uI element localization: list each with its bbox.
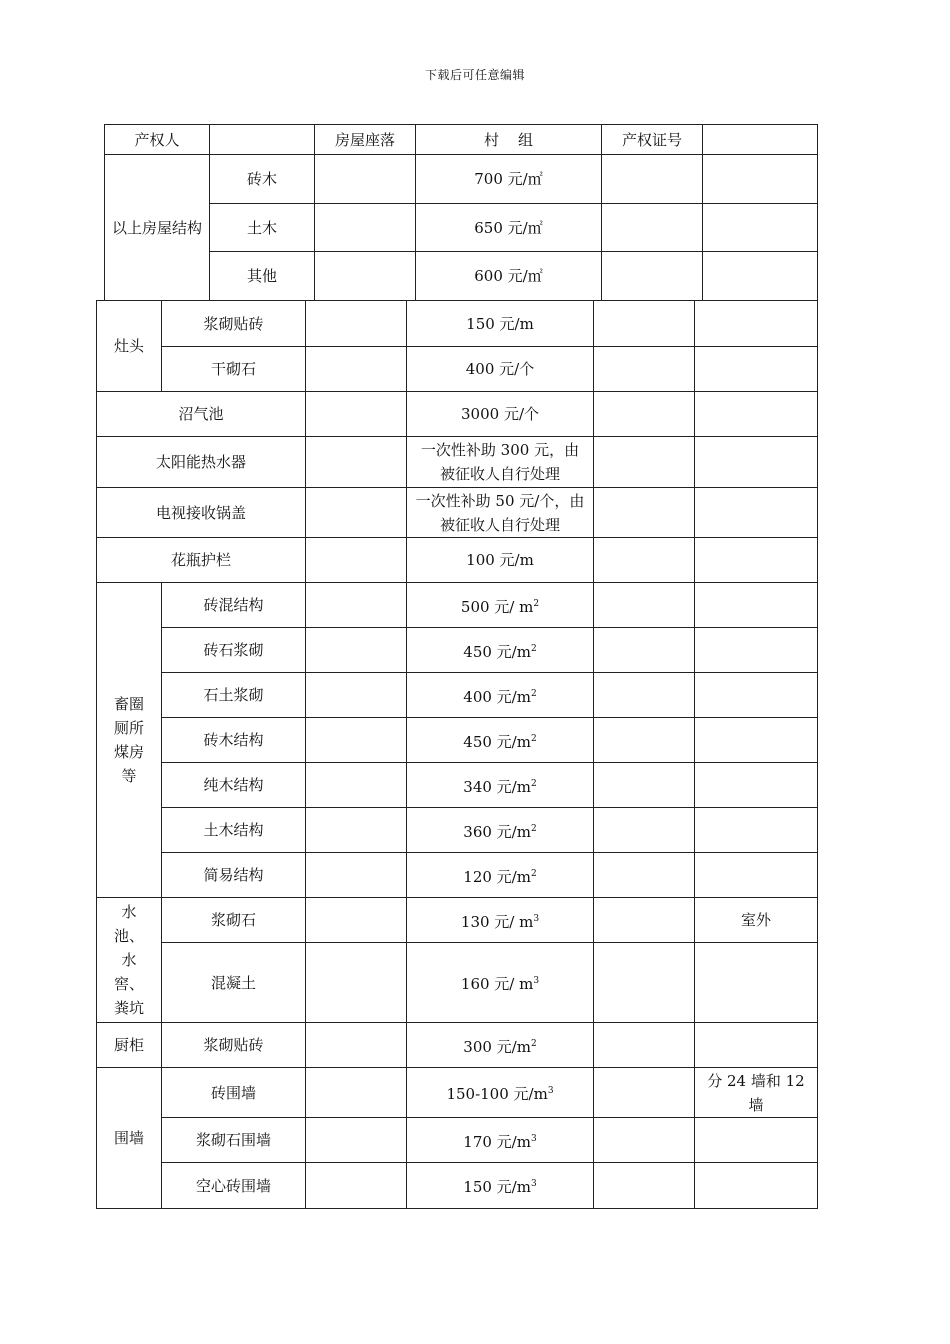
table-row xyxy=(97,628,818,673)
item-label: 电视接收锅盖 xyxy=(97,488,306,538)
item-note xyxy=(695,1118,818,1163)
village-label: 村 组 xyxy=(416,125,602,155)
table-row xyxy=(97,943,818,1023)
cell[interactable] xyxy=(594,898,695,943)
table-row xyxy=(97,392,818,437)
structure-type: 砖木 xyxy=(210,155,315,204)
cell[interactable] xyxy=(306,1023,407,1068)
cell[interactable] xyxy=(695,763,818,808)
item-price: 130 元/ $m^3$ xyxy=(407,898,594,943)
cell[interactable] xyxy=(695,808,818,853)
cell[interactable] xyxy=(306,437,407,488)
cell[interactable] xyxy=(306,1068,407,1118)
table-row xyxy=(105,155,818,204)
item-type: 空心砖围墙 xyxy=(162,1163,306,1209)
table-row xyxy=(97,583,818,628)
item-type: 干砌石 xyxy=(162,347,306,392)
cell[interactable] xyxy=(594,1068,695,1118)
cell[interactable] xyxy=(306,943,407,1023)
cell[interactable] xyxy=(594,488,695,538)
cell[interactable] xyxy=(695,301,818,347)
page-header: 下载后可任意编辑 xyxy=(424,68,525,82)
cell[interactable] xyxy=(306,538,407,583)
cell[interactable] xyxy=(594,943,695,1023)
cell[interactable] xyxy=(594,718,695,763)
property-table xyxy=(104,124,818,301)
table-row xyxy=(105,125,818,155)
cell[interactable] xyxy=(695,583,818,628)
item-price: 450 元$/m^2$ xyxy=(407,718,594,763)
table-row xyxy=(97,1163,818,1209)
item-type: 简易结构 xyxy=(162,853,306,898)
owner-label: 产权人 xyxy=(105,125,210,155)
item-type: 混凝土 xyxy=(162,943,306,1023)
cell[interactable] xyxy=(695,628,818,673)
table-row xyxy=(97,718,818,763)
item-note xyxy=(695,943,818,1023)
cell[interactable] xyxy=(695,673,818,718)
cell[interactable] xyxy=(594,1118,695,1163)
cell[interactable] xyxy=(695,392,818,437)
cell[interactable] xyxy=(315,252,416,301)
cell[interactable] xyxy=(306,1118,407,1163)
item-type: 砖围墙 xyxy=(162,1068,306,1118)
item-label: 太阳能热水器 xyxy=(97,437,306,488)
item-type: 砖混结构 xyxy=(162,583,306,628)
table-row xyxy=(97,808,818,853)
item-type: 石土浆砌 xyxy=(162,673,306,718)
table-row xyxy=(97,488,818,538)
cell[interactable] xyxy=(306,898,407,943)
cell[interactable] xyxy=(594,1163,695,1209)
item-type: 浆砌贴砖 xyxy=(162,301,306,347)
cell[interactable] xyxy=(306,347,407,392)
cell[interactable] xyxy=(594,437,695,488)
cell[interactable] xyxy=(695,347,818,392)
item-price: 一次性补助 300 元，由被征收人自行处理 xyxy=(407,437,594,488)
cell[interactable] xyxy=(594,347,695,392)
table-row xyxy=(97,1023,818,1068)
item-price: 300 元$/m^2$ xyxy=(407,1023,594,1068)
table-row xyxy=(97,538,818,583)
cell[interactable] xyxy=(306,763,407,808)
cell[interactable] xyxy=(695,718,818,763)
cabinet-label: 厨柜 xyxy=(97,1023,162,1068)
item-price: 100 元/m xyxy=(407,538,594,583)
cell[interactable] xyxy=(306,673,407,718)
table-row xyxy=(105,204,818,252)
cell[interactable] xyxy=(306,853,407,898)
structure-price: 600 元/㎡ xyxy=(416,252,602,301)
item-price: 150 元$/m^3$ xyxy=(407,1163,594,1209)
cell[interactable] xyxy=(594,853,695,898)
structure-label: 以上房屋结构 xyxy=(105,155,210,301)
structure-price: 650 元/㎡ xyxy=(416,204,602,252)
cert-value[interactable] xyxy=(703,125,818,155)
item-label: 沼气池 xyxy=(97,392,306,437)
cell[interactable] xyxy=(602,252,703,301)
item-price: 340 元$/m^2$ xyxy=(407,763,594,808)
structure-price: 700 元/㎡ xyxy=(416,155,602,204)
item-price: 120 元$/m^2$ xyxy=(407,853,594,898)
cell[interactable] xyxy=(703,252,818,301)
table-row xyxy=(105,252,818,301)
cell[interactable] xyxy=(594,628,695,673)
cell[interactable] xyxy=(306,583,407,628)
cell[interactable] xyxy=(594,808,695,853)
table-row xyxy=(97,301,818,347)
structure-type: 其他 xyxy=(210,252,315,301)
item-type: 土木结构 xyxy=(162,808,306,853)
cell[interactable] xyxy=(594,392,695,437)
item-type: 纯木结构 xyxy=(162,763,306,808)
cell[interactable] xyxy=(695,538,818,583)
cell[interactable] xyxy=(594,763,695,808)
item-label: 花瓶护栏 xyxy=(97,538,306,583)
compensation-table xyxy=(96,300,818,1209)
location-label: 房屋座落 xyxy=(315,125,416,155)
wall-label: 围墙 xyxy=(97,1068,162,1209)
cell[interactable] xyxy=(602,204,703,252)
item-type: 砖石浆砌 xyxy=(162,628,306,673)
item-note xyxy=(695,1163,818,1209)
table-row xyxy=(97,1068,818,1118)
item-price: 3000 元/个 xyxy=(407,392,594,437)
item-type: 浆砌石围墙 xyxy=(162,1118,306,1163)
cell[interactable] xyxy=(695,1023,818,1068)
cell[interactable] xyxy=(306,1163,407,1209)
item-type: 浆砌石 xyxy=(162,898,306,943)
item-price: 150 元/m xyxy=(407,301,594,347)
cell[interactable] xyxy=(306,392,407,437)
table-row xyxy=(97,347,818,392)
cell[interactable] xyxy=(695,488,818,538)
cell[interactable] xyxy=(594,673,695,718)
item-price: 150-100 元$/m^3$ xyxy=(407,1068,594,1118)
item-note: 分 24 墙和 12 墙 xyxy=(695,1068,818,1118)
table-row xyxy=(97,1118,818,1163)
item-price: 400 元/个 xyxy=(407,347,594,392)
table-row xyxy=(97,437,818,488)
cell[interactable] xyxy=(315,155,416,204)
item-price: 450 元$/m^2$ xyxy=(407,628,594,673)
item-note: 室外 xyxy=(695,898,818,943)
cell[interactable] xyxy=(602,155,703,204)
shed-label: 畜圈厕所煤房等 xyxy=(97,583,162,898)
stove-label: 灶头 xyxy=(97,301,162,392)
item-price: 400 元$/m^2$ xyxy=(407,673,594,718)
item-type: 砖木结构 xyxy=(162,718,306,763)
cell[interactable] xyxy=(594,583,695,628)
item-price: 一次性补助 50 元/个，由被征收人自行处理 xyxy=(407,488,594,538)
owner-value[interactable] xyxy=(210,125,315,155)
pool-label: 水池、水窖、粪坑 xyxy=(97,898,162,1023)
cell[interactable] xyxy=(703,155,818,204)
item-price: 160 元/ $m^3$ xyxy=(407,943,594,1023)
cell[interactable] xyxy=(703,204,818,252)
item-price: 360 元$/m^2$ xyxy=(407,808,594,853)
cell[interactable] xyxy=(306,488,407,538)
table-row xyxy=(97,853,818,898)
cell[interactable] xyxy=(306,808,407,853)
cert-label: 产权证号 xyxy=(602,125,703,155)
structure-type: 土木 xyxy=(210,204,315,252)
item-price: 170 元$/m^3$ xyxy=(407,1118,594,1163)
cell[interactable] xyxy=(594,301,695,347)
table-row xyxy=(97,898,818,943)
cell[interactable] xyxy=(695,437,818,488)
cell[interactable] xyxy=(315,204,416,252)
item-type: 浆砌贴砖 xyxy=(162,1023,306,1068)
cell[interactable] xyxy=(306,628,407,673)
table-row xyxy=(97,763,818,808)
item-price: 500 元/ $m^2$ xyxy=(407,583,594,628)
cell[interactable] xyxy=(306,718,407,763)
cell[interactable] xyxy=(695,853,818,898)
cell[interactable] xyxy=(594,538,695,583)
cell[interactable] xyxy=(594,1023,695,1068)
cell[interactable] xyxy=(306,301,407,347)
table-row xyxy=(97,673,818,718)
